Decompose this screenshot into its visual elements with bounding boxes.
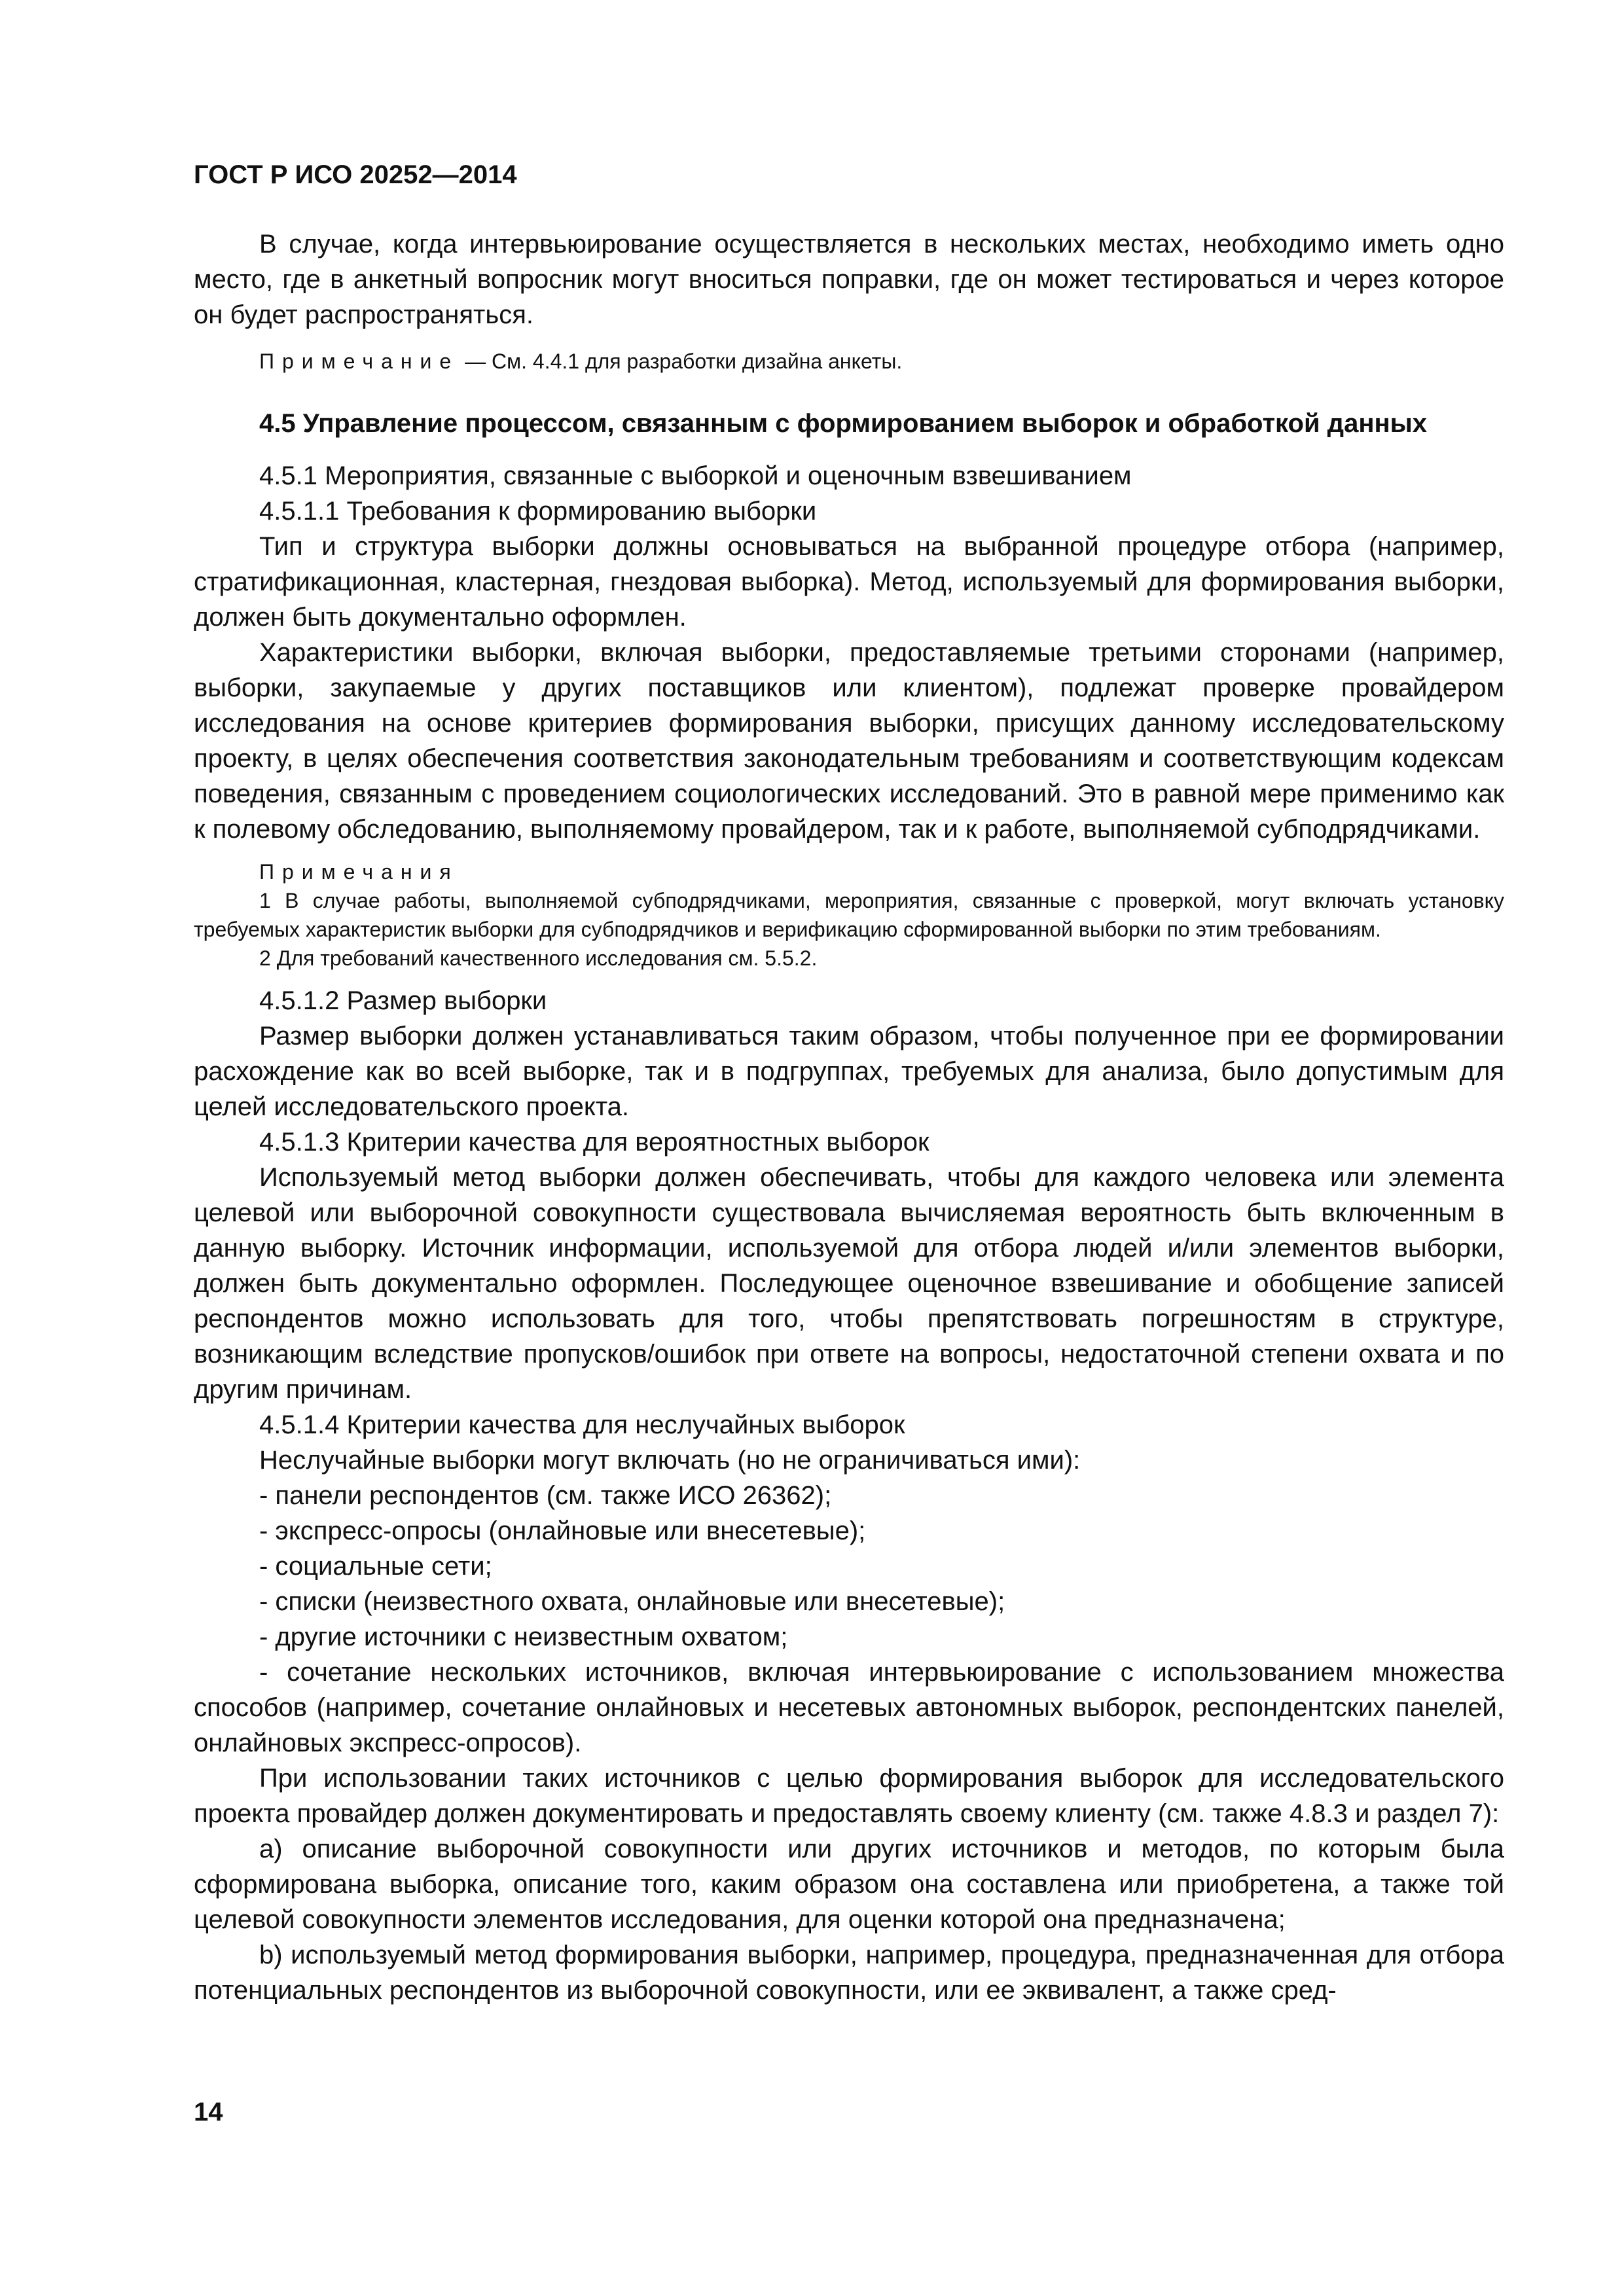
- paragraph: Характеристики выборки, включая выборки, предоставляемые третьими сторонами (например, выборки, закупаемые у других поставщиков или клиентом), подлежат проверке провайдером исследования на основе критериев формирования выборки, присущих данному исследовательскому проекту, в целях обеспечения соответствия законодательным требованиям и соответствующим кодексам поведения, связанным с проведением социологических исследований. Это в равной мере применимо как к полевому обследованию, выполняемому провайдером, так и к работе, выполняемой субподрядчиками.: [194, 638, 1504, 844]
- note-label: Примечание: [259, 350, 460, 373]
- paragraph: При использовании таких источников с целью формирования выборок для исследовательского проекта провайдер должен документировать и предоставлять своему клиенту (см. также 4.8.3 и раздел 7):: [194, 1764, 1504, 1828]
- list-item: b) используемый метод формирования выборки, например, процедура, предназначенная для отбора потенциальных респондентов из выборочной совокупности, или ее эквивалент, а также сред-: [194, 1941, 1504, 2005]
- note-item: 1 В случае работы, выполняемой субподрядчиками, мероприятия, связанные с проверкой, могут включать установку требуемых характеристик выборки для субподрядчиков и верификацию сформированной выборки по этим требованиям.: [194, 889, 1504, 941]
- note-single: [194, 347, 1504, 376]
- paragraph: Тип и структура выборки должны основываться на выбранной процедуре отбора (например, стратификационная, кластерная, гнездовая выборка). Метод, используемый для формирования выборки, должен быть документально оформлен.: [194, 532, 1504, 632]
- list-item: - сочетание нескольких источников, включая интервьюирование с использованием множества способов (например, сочетание онлайновых и несетевых автономных выборок, респондентских панелей, онлайновых экспресс-опросов).: [194, 1658, 1504, 1757]
- subsection-heading: 4.5.1.3 Критерии качества для вероятностных выборок: [259, 1128, 929, 1157]
- section-title-4-5: 4.5 Управление процессом, связанным с формированием выборок и обработкой данных: [259, 409, 1428, 438]
- subsection-heading: 4.5.1 Мероприятия, связанные с выборкой и оценочным взвешиванием: [259, 461, 1132, 490]
- document-page: [194, 157, 1504, 2008]
- note-item: 2 Для требований качественного исследования см. 5.5.2.: [259, 946, 818, 970]
- document-header: ГОСТ Р ИСО 20252—2014: [194, 160, 517, 189]
- paragraph: Неслучайные выборки могут включать (но не ограничиваться ими):: [259, 1446, 1081, 1475]
- page-number: 14: [194, 2098, 223, 2126]
- list-item: - другие источники с неизвестным охватом;: [259, 1623, 788, 1651]
- list-item: - панели респондентов (см. также ИСО 26362);: [259, 1481, 832, 1510]
- list-item: - списки (неизвестного охвата, онлайновые или внесетевые);: [259, 1587, 1005, 1616]
- paragraph: Размер выборки должен устанавливаться таким образом, чтобы полученное при ее формировании расхождение как во всей выборке, так и в подгруппах, требуемых для анализа, было допустимым для целей исследовательского проекта.: [194, 1022, 1504, 1121]
- subsection-heading: 4.5.1.4 Критерии качества для неслучайных выборок: [259, 1410, 905, 1439]
- subsection-heading: 4.5.1.2 Размер выборки: [259, 986, 547, 1015]
- notes-label: Примечания: [259, 860, 459, 884]
- list-item: a) описание выборочной совокупности или других источников и методов, по которым была сформирована выборка, описание того, каким образом она составлена или приобретена, а также той целевой совокупности элементов исследования, для оценки которой она предназначена;: [194, 1835, 1504, 1934]
- paragraph: Используемый метод выборки должен обеспечивать, чтобы для каждого человека или элемента целевой или выборочной совокупности существовала вычисляемая вероятность быть включенным в данную выборку. Источник информации, используемой для отбора людей и/или элементов выборки, должен быть документально оформлен. Последующее оценочное взвешивание и обобщение записей респондентов можно использовать для того, чтобы препятствовать погрешностям в структуре, возникающим вследствие пропусков/ошибок при ответе на вопросы, недостаточной степени охвата и по другим причинам.: [194, 1163, 1504, 1404]
- subsection-heading: 4.5.1.1 Требования к формированию выборки: [259, 497, 817, 526]
- notes-block: [194, 857, 1504, 973]
- note-text: — См. 4.4.1 для разработки дизайна анкеты.: [459, 350, 903, 373]
- intro-paragraph: В случае, когда интервьюирование осуществляется в нескольких местах, необходимо иметь одно место, где в анкетный вопросник могут вноситься поправки, где он может тестироваться и через которое он будет распространяться.: [194, 230, 1504, 329]
- list-item: - социальные сети;: [259, 1552, 492, 1581]
- list-item: - экспресс-опросы (онлайновые или внесетевые);: [259, 1516, 866, 1545]
